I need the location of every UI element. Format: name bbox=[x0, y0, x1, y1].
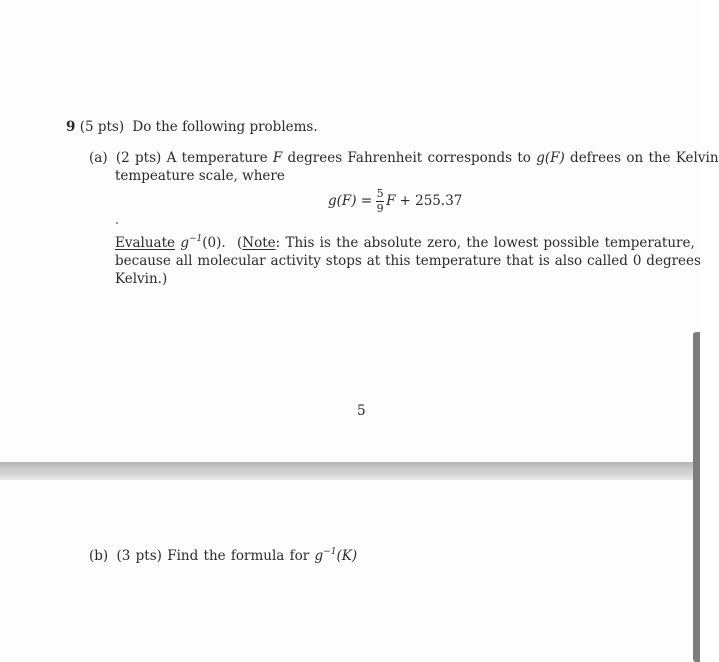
part-a-line-2-text: tempeature scale, where bbox=[115, 168, 285, 184]
part-b-line bbox=[89, 547, 357, 565]
part-a-text-pre: A temperature bbox=[166, 150, 268, 166]
evaluate-line-1 bbox=[115, 234, 695, 252]
part-a-text-mid: degrees Fahrenheit corresponds to bbox=[287, 150, 531, 166]
problem-instruction: Do the following problems. bbox=[132, 119, 318, 135]
page-number: 5 bbox=[357, 403, 366, 419]
equation-rhs-var: F bbox=[386, 193, 396, 209]
part-b-text: Find the formula for bbox=[167, 548, 310, 564]
equation-rhs-const: + 255.37 bbox=[399, 193, 463, 209]
note-line-3: Kelvin.) bbox=[115, 271, 168, 287]
part-b-label: (b) bbox=[89, 548, 109, 564]
stray-mark bbox=[116, 222, 118, 224]
page-break-divider bbox=[0, 462, 700, 480]
eval-argument: (0). bbox=[202, 235, 226, 251]
part-b-argument: (K) bbox=[336, 548, 358, 564]
note-word: Note bbox=[242, 235, 276, 251]
inverse-exponent: −1 bbox=[188, 234, 203, 244]
part-b-g-inverse bbox=[315, 548, 337, 564]
part-b-inverse-exponent: −1 bbox=[323, 547, 337, 557]
note-line-1: : This is the absolute zero, the lowest possible temperature, bbox=[275, 235, 695, 251]
fraction-numerator: 5 bbox=[376, 186, 384, 200]
vertical-scrollbar[interactable] bbox=[693, 332, 700, 662]
fraction-denominator: 9 bbox=[376, 201, 384, 215]
part-a-points: (2 pts) bbox=[115, 150, 162, 166]
g-letter: g bbox=[180, 235, 189, 251]
part-b-g-letter: g bbox=[314, 548, 324, 564]
part-b-points: (3 pts) bbox=[116, 548, 162, 564]
note-open-paren: ( bbox=[236, 235, 243, 251]
g-of-f: g(F) bbox=[536, 150, 565, 166]
equation-g-of-f bbox=[328, 186, 462, 216]
problem-number: 9 bbox=[66, 119, 76, 135]
evaluate-line-3 bbox=[115, 270, 167, 288]
part-a-line-2 bbox=[115, 167, 285, 185]
g-inverse bbox=[180, 235, 202, 251]
part-a-text-post: defrees on the Kelvin bbox=[570, 150, 719, 166]
part-a-label: (a) bbox=[89, 150, 108, 166]
part-a-line-1 bbox=[89, 149, 719, 167]
problem-points: (5 pts) bbox=[79, 119, 125, 135]
equation-lhs: g(F) = bbox=[328, 193, 373, 209]
note-line-2: because all molecular activity stops at this temperature that is also called 0 degrees bbox=[115, 253, 701, 269]
problem-header bbox=[66, 118, 318, 136]
evaluate-line-2 bbox=[115, 252, 701, 270]
var-f: F bbox=[272, 150, 283, 166]
fraction-five-ninths bbox=[376, 188, 384, 215]
page-lower-sheet bbox=[0, 480, 700, 662]
evaluate-word: Evaluate bbox=[115, 235, 176, 251]
